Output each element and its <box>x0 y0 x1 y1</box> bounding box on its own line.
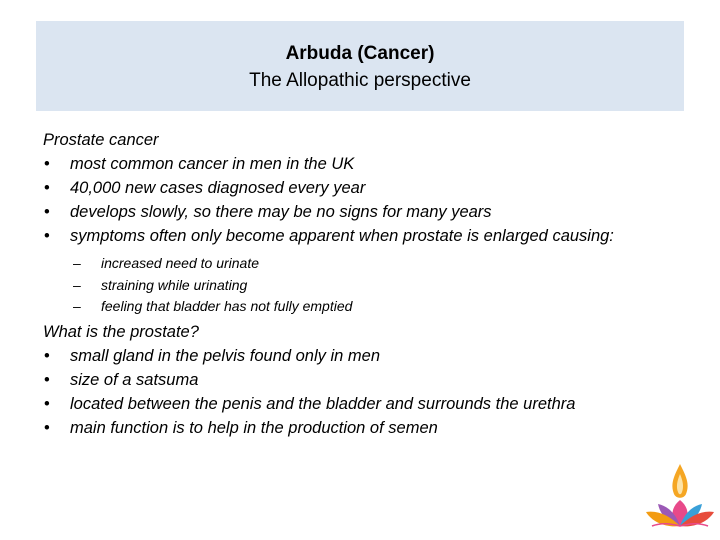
bullet-marker: • <box>44 418 50 437</box>
bullet-marker: • <box>44 155 50 173</box>
bullet-item <box>43 344 703 368</box>
bullet-marker: • <box>44 227 50 245</box>
bullet-item <box>43 416 703 440</box>
bullet-marker: • <box>44 179 50 197</box>
bullet-item <box>43 176 703 200</box>
sub-bullet-text: straining while urinating <box>101 276 248 293</box>
dash-marker: – <box>73 298 81 314</box>
bullet-text: small gland in the pelvis found only in men <box>70 346 381 365</box>
dash-marker: – <box>73 255 81 271</box>
sub-bullet-item <box>43 275 703 297</box>
bullet-item <box>43 368 703 392</box>
bullet-text: 40,000 new cases diagnosed every year <box>70 179 366 197</box>
slide-title-box <box>36 21 684 111</box>
sub-bullet-text: increased need to urinate <box>101 255 259 271</box>
slide-subtitle: The Allopathic perspective <box>249 70 471 91</box>
bullet-item <box>43 152 703 176</box>
bullet-marker: • <box>44 346 50 365</box>
bullet-text: develops slowly, so there may be no signs for many years <box>70 203 492 221</box>
bullet-text: located between the penis and the bladder and surrounds the urethra <box>70 394 576 413</box>
bullet-marker: • <box>44 203 50 221</box>
slide-title: Arbuda (Cancer) <box>285 43 435 64</box>
slide-body <box>43 128 703 440</box>
bullet-item <box>43 224 703 248</box>
bullet-item <box>43 200 703 224</box>
sub-bullet-item <box>43 253 703 275</box>
bullet-marker: • <box>44 370 50 389</box>
sub-bullet-list <box>43 253 703 318</box>
section-heading-what-is-prostate: What is the prostate? <box>43 322 199 341</box>
bullet-text: symptoms often only become apparent when prostate is enlarged causing: <box>70 227 614 245</box>
bullet-text: main function is to help in the production of semen <box>70 418 438 437</box>
section-heading-prostate-cancer: Prostate cancer <box>43 131 159 149</box>
bullet-text: most common cancer in men in the UK <box>70 155 355 173</box>
sub-bullet-text: feeling that bladder has not fully emptied <box>101 298 353 314</box>
sub-bullet-item <box>43 296 703 318</box>
bullet-text: size of a satsuma <box>70 370 199 389</box>
lotus-flame-icon <box>640 462 720 540</box>
bullet-item <box>43 392 703 416</box>
dash-marker: – <box>73 276 81 293</box>
bullet-marker: • <box>44 394 50 413</box>
